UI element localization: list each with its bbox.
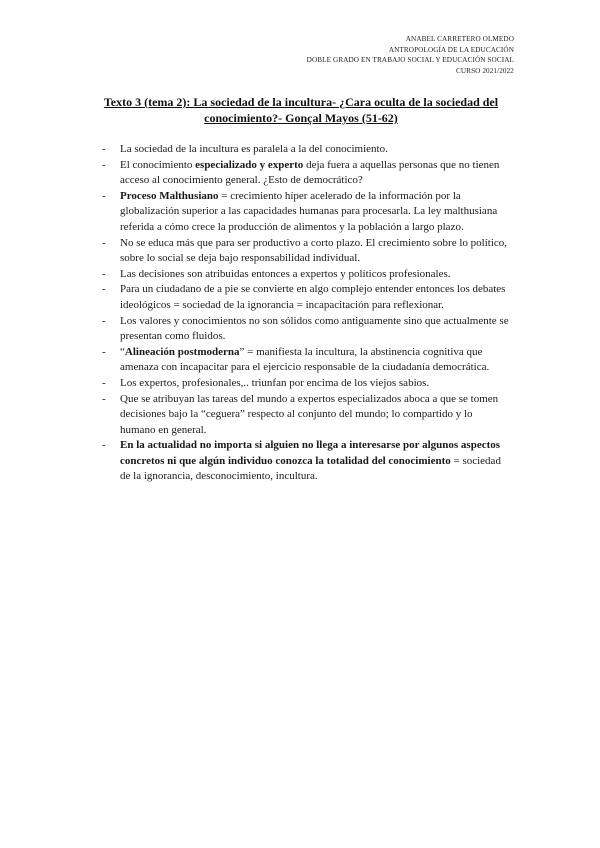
item-text: Los valores y conocimientos no son sólidos como antiguamente sino que actualmente se presentan como fluidos. (120, 314, 509, 343)
document-title: Texto 3 (tema 2): La sociedad de la incultura- ¿Cara oculta de la sociedad del conocimiento?- Gonçal Mayos (51-62) (103, 95, 499, 125)
item-text-bold: Alineación postmoderna (124, 345, 240, 358)
header-author: ANABEL CARRETERO OLMEDO (405, 35, 514, 43)
item-text-post: deja fuera a aquellas personas que no tienen acceso al conocimiento general. ¿Esto de democrático? (120, 158, 500, 187)
item-text-post: = crecimiento híper acelerado de la información por la globalización superior a las capacidades humanas para procesarla. La ley malthusiana referida a cómo crece la producción de alimentos y la población a largo plazo. (120, 189, 498, 233)
bullet-dash: - (102, 314, 106, 327)
bullet-dash: - (102, 376, 106, 389)
list-item (100, 314, 510, 345)
bullet-dash: - (102, 143, 106, 155)
list-item (100, 392, 510, 439)
item-text: No se educa más que para ser productivo a corto plazo. El crecimiento sobre lo político, sobre lo social se deja bajo responsabilidad individual. (120, 236, 508, 265)
bullet-dash: - (102, 439, 106, 452)
item-text-bold: Proceso Malthusiano (120, 189, 219, 202)
item-text-post: = sociedad de la ignorancia, desconocimiento, incultura. (120, 454, 501, 483)
bullet-dash: - (102, 236, 106, 249)
list-item (100, 345, 510, 376)
list-item (100, 376, 510, 392)
list-item (100, 282, 510, 313)
notes-list (100, 142, 510, 485)
bullet-dash: - (102, 158, 106, 171)
item-text: La sociedad de la incultura es paralela a la del conocimiento. (120, 143, 388, 155)
item-text-bold: En la actualidad no importa si alguien no llega a interesarse por algunos aspectos concretos ni que algún individuo conozca la totalidad del conocimiento (120, 439, 501, 467)
header-course: CURSO 2021/2022 (455, 66, 514, 75)
item-text: Las decisiones son atribuidas entonces a expertos y políticos profesionales. (120, 267, 451, 280)
header-subject: ANTROPOLOGÍA DE LA EDUCACIÓN (388, 45, 514, 54)
item-text-pre: El conocimiento (120, 158, 196, 171)
list-item (100, 236, 510, 267)
item-text: Para un ciudadano de a pie se convierte en algo complejo entender entonces los debates ideológicos = sociedad de la ignorancia = incapacitación para reflexionar. (120, 283, 506, 311)
list-item (100, 267, 510, 283)
list-item (100, 158, 510, 189)
list-item (100, 189, 510, 236)
document-header (307, 34, 514, 76)
item-text-bold: especializado y experto (195, 158, 304, 171)
list-item (100, 438, 510, 485)
bullet-dash: - (102, 392, 106, 405)
item-text-pre: “ (120, 345, 125, 358)
bullet-dash: - (102, 189, 106, 202)
item-text: Que se atribuyan las tareas del mundo a expertos especializados aboca a que se tomen decisiones bajo la “ceguera” respecto al conjunto del mundo; lo compartido y lo humano en general. (120, 392, 499, 436)
bullet-dash: - (102, 283, 106, 296)
item-text-post: ” = manifiesta la incultura, la abstinencia cognitiva que amenaza con incapacitar para el ejercicio responsable de la ciudadanía democrática. (120, 345, 490, 374)
bullet-dash: - (102, 267, 106, 280)
list-item (100, 142, 510, 158)
bullet-dash: - (102, 345, 106, 358)
header-degree: DOBLE GRADO EN TRABAJO SOCIAL Y EDUCACIÓN SOCIAL (306, 56, 514, 64)
item-text: Los expertos, profesionales,.. triunfan por encima de los viejos sabios. (120, 376, 430, 389)
